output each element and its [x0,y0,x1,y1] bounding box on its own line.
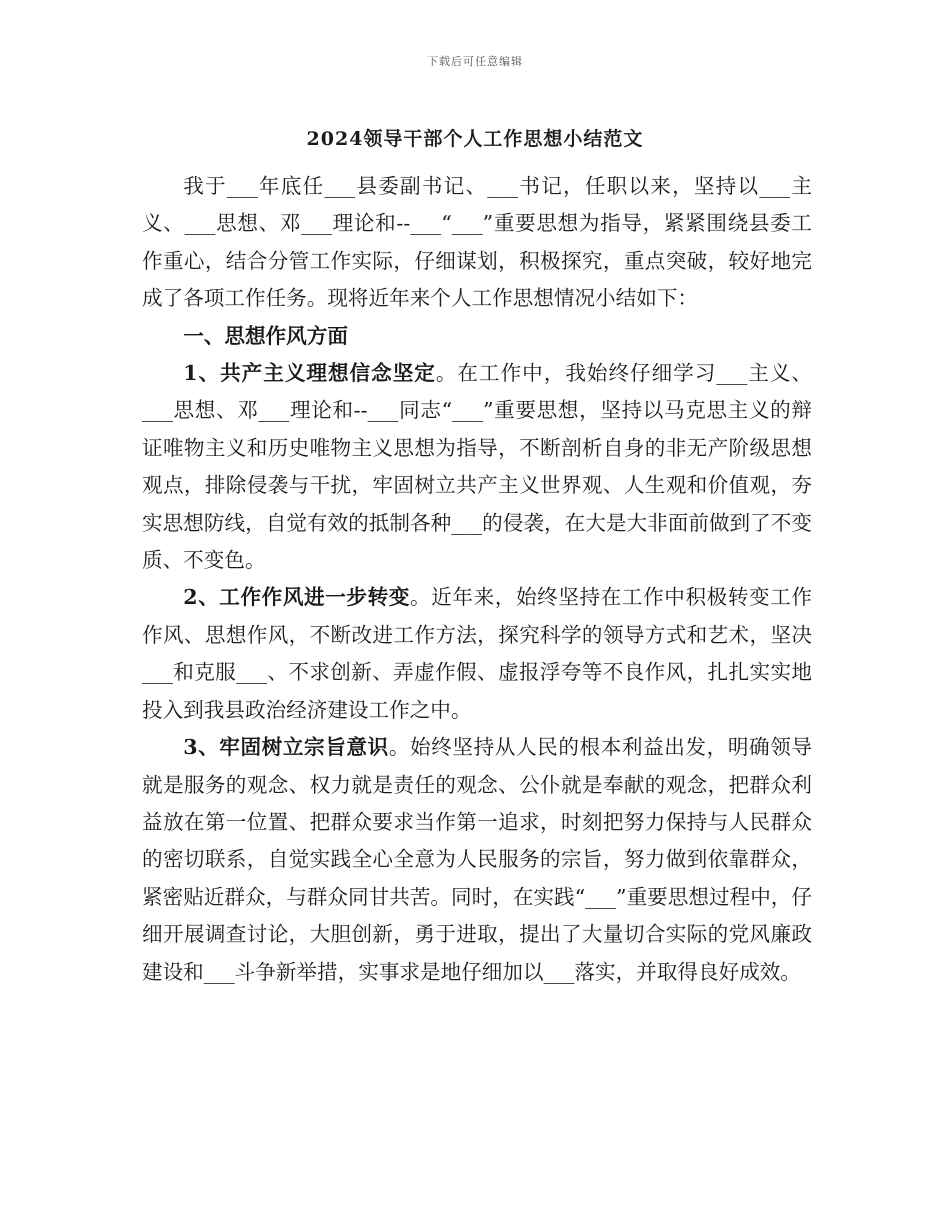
intro-paragraph: 我于___年底任___县委副书记、___书记，任职以来，坚持以___主义、___思想、邓___理论和--___“___”重要思想为指导，紧紧围绕县委工作重心，结合分管工作实际，仔细谋划，积极探究，重点突破，较好地完成了各项工作任务。现将近年来个人工作思想情况小结如下： [142,174,812,311]
item-lead: 1、共产主义理想信念坚定 [183,361,436,386]
item-text: 。近年来，始终坚持在工作中积极转变工作作风、思想作风，不断改进工作方法，探究科学的领导方式和艺术，坚决___和克服___、不求创新、弄虚作假、虚报浮夸等不良作风，扎扎实实地投入到我县政治经济建设工作之中。 [142,585,813,722]
section-heading: 一、思想作风方面 [183,323,348,348]
item-text: 。始终坚持从人民的根本利益出发，明确领导就是服务的观念、权力就是责任的观念、公仆就是奉献的观念，把群众利益放在第一位置、把群众要求当作第一追求，时刻把努力保持与人民群众的密切联系，自觉实践全心全意为人民服务的宗旨，努力做到依靠群众，紧密贴近群众，与群众同甘共苦。同时，在实践“___”重要思想过程中，仔细开展调查讨论，大胆创新，勇于进取，提出了大量切合实际的党风廉政建设和___斗争新举措，实事求是地仔细加以___落实，并取得良好成效。 [142,735,812,984]
item-paragraph-2 [142,579,812,729]
item-lead: 3、牢固树立宗旨意识 [183,735,389,760]
header-note: 下载后可任意编辑 [427,55,523,68]
item-lead: 2、工作作风进一步转变 [183,585,411,610]
document-title: 2024领导干部个人工作思想小结范文 [306,128,644,150]
item-paragraph-3 [142,729,812,991]
document-body [142,168,812,991]
item-text: 。在工作中，我始终仔细学习___主义、___思想、邓___理论和--___同志“___”重要思想，坚持以马克思主义的辩证唯物主义和历史唯物主义思想为指导，不断剖析自身的非无产阶级思想观点，排除侵袭与干扰，牢固树立共产主义世界观、人生观和价值观，夯实思想防线，自觉有效的抵制各种___的侵袭，在大是大非面前做到了不变质、不变色。 [142,361,812,573]
item-paragraph-1 [142,355,812,579]
